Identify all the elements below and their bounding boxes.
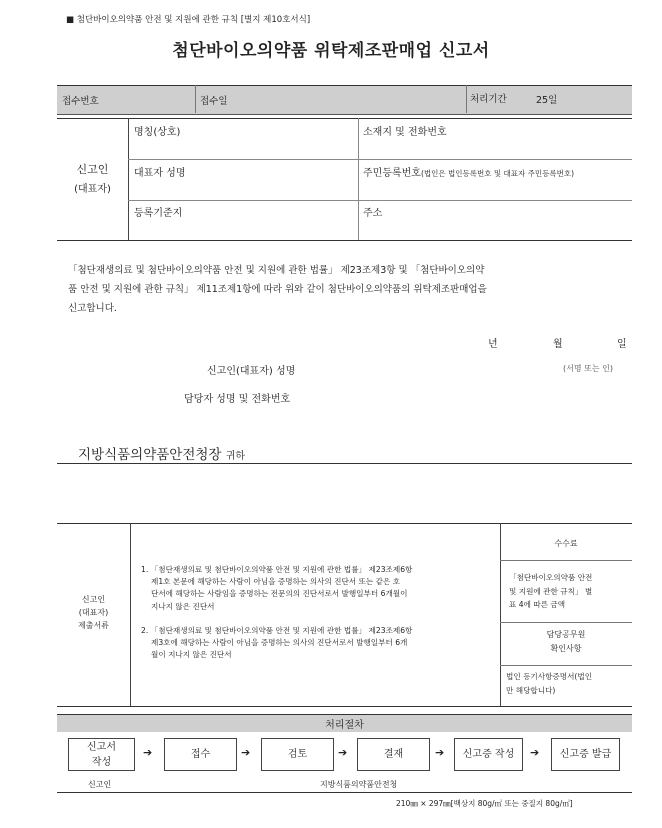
step-issue-doc: 신고증 작성 bbox=[454, 738, 523, 771]
fee-label: 수수료 bbox=[554, 539, 578, 548]
name-label: 명칭(상호) bbox=[134, 127, 181, 138]
arrow-right-icon: ➔ bbox=[143, 746, 153, 759]
actor-applicant: 신고인 bbox=[88, 780, 112, 789]
receipt-number-label: 접수번호 bbox=[62, 96, 99, 107]
attachment-item-2: 2. 「첨단재생의료 및 첨단바이오의약품 안전 및 지원에 관한 법률」 제23조제6항 제3호에 해당하는 사람이 아님을 증명하는 의사의 진단서로서 발행일부터 6개 월이 지나지 않은 진단서 bbox=[141, 626, 413, 660]
date-day: 일 bbox=[617, 339, 627, 350]
date-year: 년 bbox=[488, 339, 498, 350]
signer-label: 신고인(대표자) 성명 bbox=[207, 366, 296, 377]
resident-no-label: 주민등록번호(법인은 법인등록번호 및 대표자 주민등록번호) bbox=[363, 168, 575, 179]
step-apply: 신고서 작성 bbox=[68, 738, 135, 771]
address-label: 주소 bbox=[363, 208, 383, 219]
processing-period-label: 처리기간 bbox=[470, 94, 507, 105]
step-deliver: 신고증 발급 bbox=[551, 738, 620, 771]
paper-size-note: 210㎜ × 297㎜[백상지 80g/㎡ 또는 중질지 80g/㎡] bbox=[396, 799, 573, 808]
arrow-right-icon: ➔ bbox=[435, 746, 445, 759]
officer-check-items: 법인 등기사항증명서(법인 만 해당합니다) bbox=[506, 672, 593, 695]
step-approve: 결재 bbox=[357, 738, 430, 771]
form-title: 첨단바이오의약품 위탁제조판매업 신고서 bbox=[172, 41, 490, 61]
step-review: 검토 bbox=[261, 738, 334, 771]
sign-note: (서명 또는 인) bbox=[563, 364, 613, 373]
arrow-right-icon: ➔ bbox=[241, 746, 251, 759]
arrow-right-icon: ➔ bbox=[530, 746, 540, 759]
form-source-note: ■ 첨단바이오의약품 안전 및 지원에 관한 규칙 [별지 제10호서식] bbox=[66, 15, 311, 25]
contact-label: 담당자 성명 및 전화번호 bbox=[184, 394, 291, 405]
receipt-date-label: 접수일 bbox=[200, 96, 228, 107]
actor-agency: 지방식품의약품안전청 bbox=[320, 780, 398, 789]
recipient: 지방식품의약품안전청장 귀하 bbox=[78, 447, 246, 463]
process-title: 처리절차 bbox=[57, 714, 632, 732]
rep-name-label: 대표자 성명 bbox=[134, 168, 186, 179]
applicant-section-label: 신고인 (대표자) bbox=[74, 163, 111, 195]
declaration-text: 「첨단재생의료 및 첨단바이오의약품 안전 및 지원에 관한 법률」 제23조제3항 및 「첨단바이오의약 품 안전 및 지원에 관한 규칙」 제11조제1항에 따라 위와 같이 첨단바이오의약품의 위탁제조판매업을 신고합니다. bbox=[68, 265, 487, 314]
arrow-right-icon: ➔ bbox=[338, 746, 348, 759]
step-receive: 접수 bbox=[164, 738, 237, 771]
officer-check-label: 담당공무원 확인사항 bbox=[546, 630, 586, 653]
reg-standard-label: 등록기준지 bbox=[134, 208, 183, 219]
fee-description: 「첨단바이오의약품 안전 및 지원에 관한 규칙」 별 표 4에 따른 금액 bbox=[509, 573, 593, 609]
attachments-section-label: 신고인 (대표자) 제출서류 bbox=[78, 595, 109, 630]
date-month: 월 bbox=[553, 339, 563, 350]
address-phone-label: 소재지 및 전화번호 bbox=[363, 127, 447, 138]
attachment-item-1: 1. 「첨단재생의료 및 첨단바이오의약품 안전 및 지원에 관한 법률」 제23조제6항 제1호 본문에 해당하는 사람이 아님을 증명하는 의사의 진단서 또는 같은 호 단서에 해당하는 사람임을 증명하는 전문의의 진단서로서 발행일부터 6개월이 지나지 않은 진단서 bbox=[141, 565, 413, 611]
processing-period-value: 25일 bbox=[536, 95, 558, 106]
